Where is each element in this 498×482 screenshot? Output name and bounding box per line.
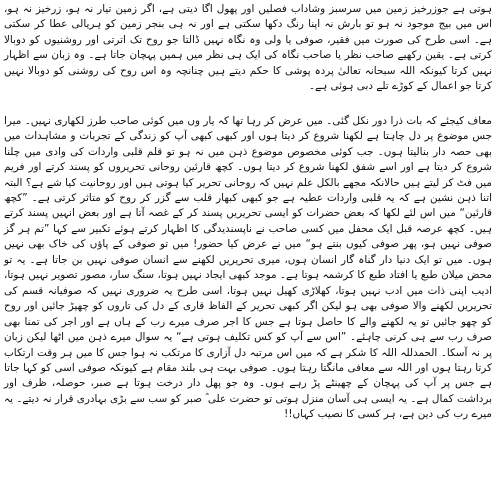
article-paragraph-1: ہوتی ہے جوزرخیز زمین میں سرسبز وشاداب فصلیں اور پھول اگا دیتی ہے، اگر زمین تیار نہ ہو، زرخیز نہ ہو، اس میں بیج موجود نہ ہو تو بارش نہ اپنا رنگ دکھا سکتی ہے اور نہ ہی بنجر زمین کو ہریالی عطا کر سکتی ہے۔ اسی طرح کی صورت میں فقیر، صوفی یا ولی وہ نگاہ نہیں ڈالتا جو روح تک اترتی اور روشنیوں کو دوبالا کرتی ہے۔ یقین رکھیے صاحب نظر یا صاحب نگاہ کی ایک ہی نظر میں ہمیں پہچان جاتا ہے۔ وہ زبان سے اظہار نہیں کرتا کیونکہ اللہ سبحانہ تعالیٰ پردہ پوشی کا حکم دیتے ہیں چنانچہ وہ اس روح کی روشنی کو دوبالا نہیں کرتا جو اعمال کے کوڑے تلے دبی ہوئی ہے۔ [4,3,492,93]
article-paragraph-2: معاف کیجئے کہ بات ذرا دور نکل گئی۔ میں عرض کر رہا تھا کہ یار وں میں کوئی صاحب طرز لکھاری نہیں۔ میرا جس موضوع پر دل چاہتا ہے لکھنا شروع کر دیتا ہوں اور کبھی کبھی آپ کو زندگی کے تجربات و مشاہدات میں بھی حصہ دار بنالیتا ہوں۔ جب کوئی مخصوص موضوع ذہن میں نہ ہو تو قلم قلبی واردات کی وادی میں چلنا شروع کر دیتا ہے اور اسے شفق لکھنا شروع کر دیتا ہوں۔ کچھ قارئین روحانی تحریروں کو پسند کرتے اور فریم میں فٹ کر لیتے ہیں حالانکہ مجھے بالکل علم نہیں کہ روحانی تحریر کیا ہوتی ہیں اور روحانیت کیا شے ہے؟ البتہ اتنا ذہن نشین ہے کہ یہ قلبی واردات عطیہ ہے جو کبھی کبھار قلب سے گزر کر روح کو متاثر کرتی ہے۔ ”کچھ قارئین“ میں اس لئے لکھا کہ بعض حضرات کو ایسی تحریریں پسند کر کے غصہ آتا ہے اور بعض انہیں پسند کرتے ہیں۔ کچھ عرصہ قبل ایک محفل میں کسی صاحب نے ناپسندیدگی کا اظہار کرتے ہوئے تکبیر سے کہا ”تم ہر گز صوفی نہیں ہو، پھر صوفی کیوں بنتے ہو“ میں نے عرض کیا حضور! میں تو صوفی کے پاؤں کی خاک بھی نہیں ہوں۔ میں تو ایک دنیا دار گناہ گار انسان ہوں، میری تحریریں لکھنے سے انسان صوفی نہیں بن جاتا ہے۔ یہ تو محض میلان طبع یا افتاد طبع کا کرشمہ ہوتا ہے۔ موجد کبھی ایجاد نہیں ہوتا، سنگ سار، مصور تصویر نہیں ہوتا، ادیب اپنی ذات میں ادب نہیں ہوتا، کھلاڑی کھیل نہیں ہوتا، اسی طرح یہ ضروری نہیں کہ صوفیانہ قسم کی تحریریں لکھنے والا صوفی بھی ہو لیکن اگر کبھی تحریر کے الفاظ قاری کے دل کی تاروں کو چھیڑ جائیں اور روح کو چھو جائیں تو یہ لکھنے والے کا حاصل ہوتا ہے جس کا اجر صرف میرے رب کے ہاں ہے اور اجر کی تمنا بھی صرف رب سے ہی کرنی چاہئے۔ ”اس سے آپ کو کس تکلیف ہوتی ہے“ یہ سوال میرے ذہن میں اٹھا لیکن زبان پر نہ آسکا۔ الحمدللہ اللہ کا شکر ہے کہ میں اس مرتبہ دل آزاری کا مرتکب نہ ہوا جس کا میں ہر وقت ارتکاب کرتا رہتا ہوں اور اللہ سے معافی مانگتا رہتا ہوں۔ صوفی بہت ہی بلند مقام ہے کیونکہ صوفی اسی کو کہا جاتا ہے جس پر آپ کی پہچان کے چھینٹے پڑ رہے ہوں۔ وہ جو پھل دار درخت ہوتا ہے صبر، حوصلہ، ظرف اور برداشت کمال ہے۔ یہ ایسی ہی آسان منزل ہوتی تو حضرت علی ؓ صبر کو سب سے بڑی بہادری قرار نہ دیتے۔ یہ میرے رب کی دین ہے، ہر کسی کا نصیب کہاں!! [4,114,492,421]
